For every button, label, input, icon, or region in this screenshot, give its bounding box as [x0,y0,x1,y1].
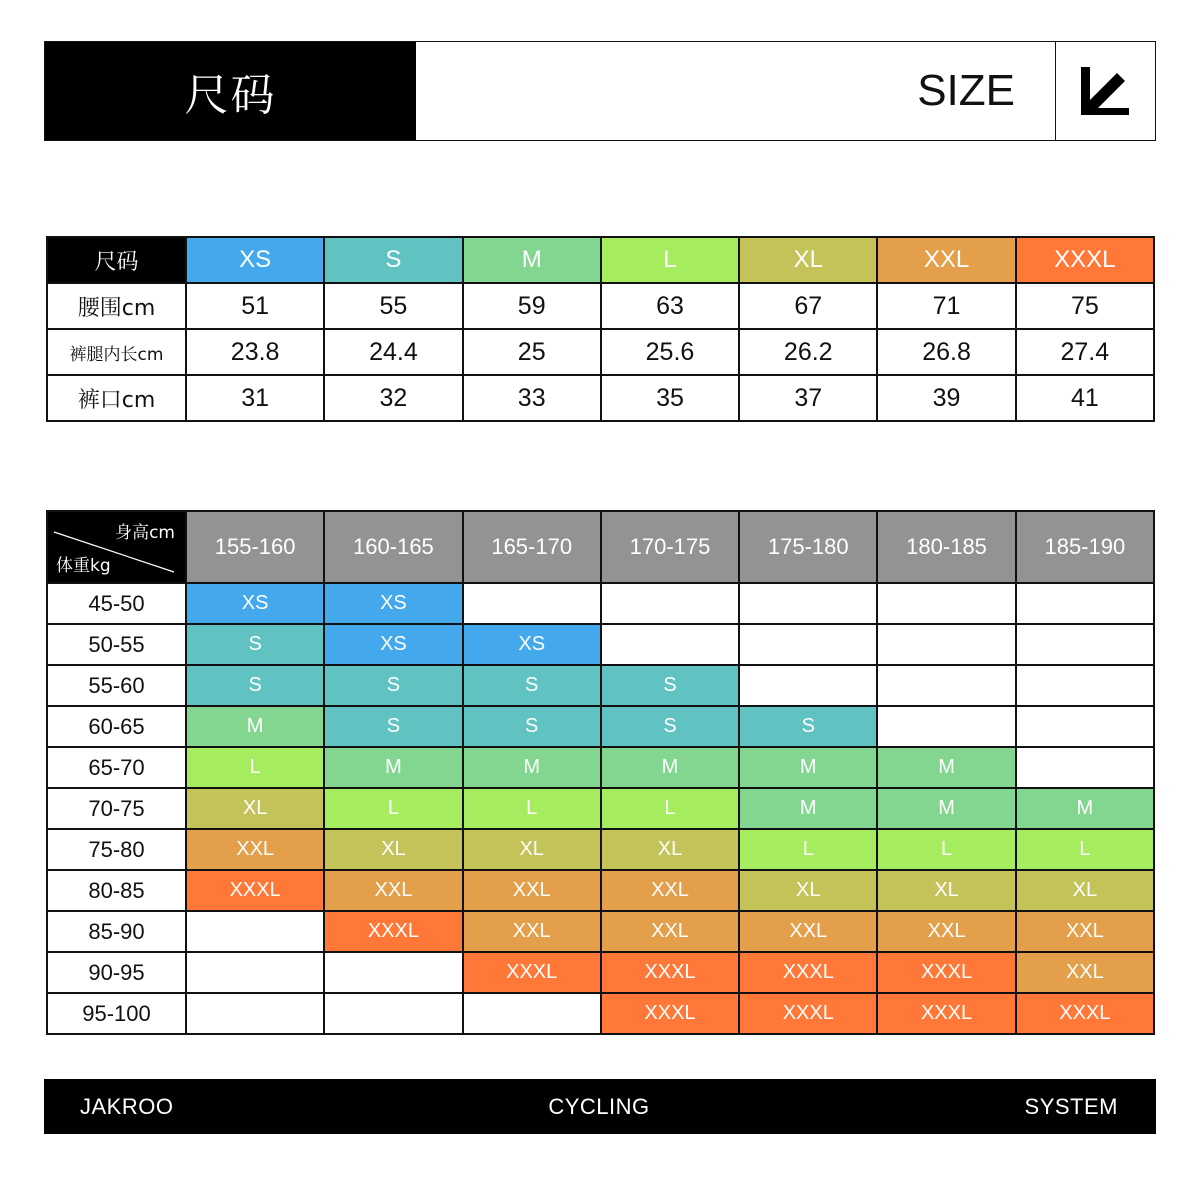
recommended-size-cell: M [463,747,601,788]
recommended-size-cell: XL [601,829,739,870]
height-range-header: 185-190 [1016,511,1154,583]
footer-cycling: CYCLING [548,1093,650,1119]
measurement-value: 37 [739,375,877,421]
empty-cell [1016,706,1154,747]
recommended-size-cell: S [463,665,601,706]
recommended-size-cell: XL [1016,870,1154,911]
recommended-size-cell: M [739,747,877,788]
size-header-xs: XS [186,237,324,283]
empty-cell [877,665,1015,706]
recommended-size-cell: M [601,747,739,788]
measurement-row [47,283,1154,329]
empty-cell [324,952,462,993]
weight-row [47,911,1154,952]
size-header-m: M [463,237,601,283]
weight-range-label: 50-55 [47,624,186,665]
height-range-header: 160-165 [324,511,462,583]
recommended-size-cell: XXXL [739,952,877,993]
recommended-size-cell: L [877,829,1015,870]
header-bar [44,41,1156,141]
size-header-xl: XL [739,237,877,283]
measurement-value: 71 [877,283,1015,329]
recommended-size-cell: S [601,706,739,747]
recommended-size-cell: XXXL [324,911,462,952]
recommended-size-cell: XS [324,624,462,665]
recommended-size-cell: S [186,624,324,665]
measurement-row [47,375,1154,421]
height-axis-label: 身高cm [115,523,175,543]
weight-range-label: 60-65 [47,706,186,747]
measurement-value: 51 [186,283,324,329]
recommended-size-cell: M [877,747,1015,788]
fit-table-corner [47,511,186,583]
measurement-value: 25 [463,329,601,375]
measurement-value: 33 [463,375,601,421]
measurement-value: 32 [324,375,462,421]
measurement-value: 67 [739,283,877,329]
recommended-size-cell: M [739,788,877,829]
measurement-value: 23.8 [186,329,324,375]
size-table-corner: 尺码 [47,237,186,283]
empty-cell [1016,747,1154,788]
recommended-size-cell: XXXL [739,993,877,1034]
measurement-row [47,329,1154,375]
recommended-size-cell: S [324,706,462,747]
recommended-size-cell: XXXL [463,952,601,993]
weight-range-label: 45-50 [47,583,186,624]
recommended-size-cell: XXL [601,911,739,952]
weight-row [47,583,1154,624]
recommended-size-cell: XXL [324,870,462,911]
footer-system: SYSTEM [1024,1093,1118,1119]
measurement-label: 裤腿内长cm [47,329,186,375]
weight-range-label: 75-80 [47,829,186,870]
weight-row [47,993,1154,1034]
weight-range-label: 80-85 [47,870,186,911]
empty-cell [186,911,324,952]
recommended-size-cell: XXL [739,911,877,952]
recommended-size-cell: XXXL [877,993,1015,1034]
recommended-size-cell: XXL [463,911,601,952]
recommended-size-cell: L [601,788,739,829]
height-range-header: 155-160 [186,511,324,583]
size-header-l: L [601,237,739,283]
measurement-value: 31 [186,375,324,421]
recommended-size-cell: L [463,788,601,829]
size-header-row [47,237,1154,283]
measurement-value: 41 [1016,375,1154,421]
weight-row [47,624,1154,665]
measurement-label: 腰围cm [47,283,186,329]
empty-cell [324,993,462,1034]
weight-range-label: 90-95 [47,952,186,993]
measurement-value: 39 [877,375,1015,421]
empty-cell [877,706,1015,747]
weight-row [47,952,1154,993]
empty-cell [601,624,739,665]
empty-cell [877,624,1015,665]
recommended-size-cell: XXL [877,911,1015,952]
recommended-size-cell: S [463,706,601,747]
weight-range-label: 55-60 [47,665,186,706]
recommended-size-cell: XL [877,870,1015,911]
size-label: SIZE [416,42,1056,140]
recommended-size-cell: XXL [186,829,324,870]
recommended-size-cell: XXL [1016,952,1154,993]
recommended-size-cell: XXXL [186,870,324,911]
weight-row [47,870,1154,911]
recommended-size-cell: XXXL [601,993,739,1034]
recommended-size-cell: M [877,788,1015,829]
recommended-size-cell: L [1016,829,1154,870]
empty-cell [463,583,601,624]
measurement-value: 55 [324,283,462,329]
recommended-size-cell: S [739,706,877,747]
weight-row [47,706,1154,747]
weight-range-label: 85-90 [47,911,186,952]
measurement-value: 35 [601,375,739,421]
measurement-value: 25.6 [601,329,739,375]
recommended-size-cell: XXXL [601,952,739,993]
weight-row [47,788,1154,829]
weight-range-label: 70-75 [47,788,186,829]
empty-cell [1016,583,1154,624]
recommended-size-cell: M [1016,788,1154,829]
height-range-header: 165-170 [463,511,601,583]
empty-cell [739,624,877,665]
recommended-size-cell: M [186,706,324,747]
logo [1056,42,1155,140]
empty-cell [739,583,877,624]
arrow-down-left-icon [1081,67,1131,115]
height-range-header: 170-175 [601,511,739,583]
recommended-size-cell: XL [463,829,601,870]
recommended-size-cell: XS [324,583,462,624]
empty-cell [1016,665,1154,706]
recommended-size-cell: XL [739,870,877,911]
size-header-xxxl: XXXL [1016,237,1154,283]
measurement-value: 26.8 [877,329,1015,375]
empty-cell [463,993,601,1034]
recommended-size-cell: M [324,747,462,788]
recommended-size-cell: L [186,747,324,788]
recommended-size-cell: S [186,665,324,706]
weight-axis-label: 体重kg [56,556,111,576]
recommended-size-cell: S [324,665,462,706]
empty-cell [1016,624,1154,665]
empty-cell [739,665,877,706]
size-measurement-table [46,236,1155,422]
recommended-size-cell: XXL [601,870,739,911]
recommended-size-cell: XL [324,829,462,870]
size-header-s: S [324,237,462,283]
recommended-size-cell: XXXL [1016,993,1154,1034]
empty-cell [186,952,324,993]
recommended-size-cell: XXXL [877,952,1015,993]
recommended-size-cell: XXL [1016,911,1154,952]
height-range-header: 180-185 [877,511,1015,583]
weight-row [47,829,1154,870]
measurement-value: 26.2 [739,329,877,375]
measurement-value: 27.4 [1016,329,1154,375]
height-range-header: 175-180 [739,511,877,583]
empty-cell [877,583,1015,624]
footer-brand: JAKROO [80,1093,174,1119]
recommended-size-cell: XXL [463,870,601,911]
size-fit-table [46,510,1155,1035]
recommended-size-cell: L [324,788,462,829]
page-title: 尺码 [45,42,416,140]
recommended-size-cell: XS [463,624,601,665]
empty-cell [601,583,739,624]
weight-row [47,665,1154,706]
measurement-value: 59 [463,283,601,329]
height-header-row [47,511,1154,583]
measurement-label: 裤口cm [47,375,186,421]
measurement-value: 24.4 [324,329,462,375]
measurement-value: 75 [1016,283,1154,329]
weight-range-label: 95-100 [47,993,186,1034]
empty-cell [186,993,324,1034]
footer-bar [44,1079,1156,1134]
measurement-value: 63 [601,283,739,329]
weight-row [47,747,1154,788]
recommended-size-cell: XS [186,583,324,624]
size-header-xxl: XXL [877,237,1015,283]
weight-range-label: 65-70 [47,747,186,788]
recommended-size-cell: XL [186,788,324,829]
recommended-size-cell: S [601,665,739,706]
recommended-size-cell: L [739,829,877,870]
